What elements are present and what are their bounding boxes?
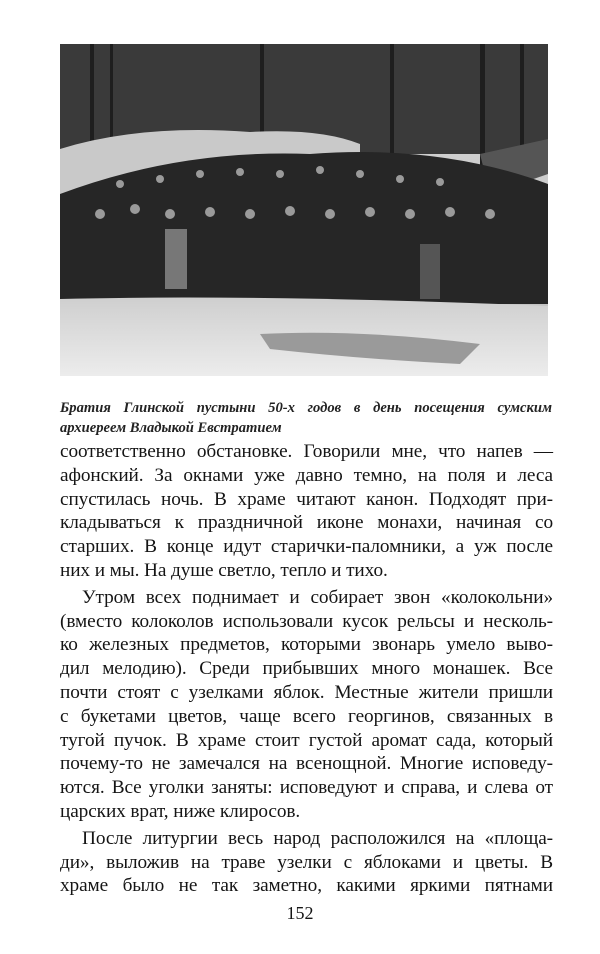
text-line: ко железных предметов, которыми звонарь умело выво- — [60, 634, 553, 656]
body-text — [60, 440, 553, 901]
group-photo-monks — [60, 44, 548, 376]
text-line: ди», выложив на траве узелки с яблоками и цветы. В — [60, 851, 553, 873]
text-line: тугой пучок. В храме стоит густой аромат сада, который — [60, 729, 553, 751]
text-line: дил мелодию). Среди прибывших много монашек. Все — [60, 658, 553, 680]
text-line: старших. В конце идут старички-паломники, а уж после — [60, 536, 553, 558]
text-line: почему-то не замечался на всенощной. Многие исповеду- — [60, 753, 553, 775]
text-line: храме было не так заметно, какими яркими пятнами — [60, 875, 553, 897]
text-line: кладываться к праздничной иконе монахи, начиная со — [60, 512, 553, 534]
text-line: Утром всех поднимает и собирает звон «колокольни» — [82, 586, 553, 608]
text-line: спустилась ночь. В храме читают канон. Подходят при- — [60, 488, 553, 510]
paragraph — [60, 827, 553, 898]
text-line: После литургии весь народ расположился на «площа- — [82, 827, 553, 849]
text-line: афонский. За окнами уже давно темно, на поля и леса — [60, 464, 553, 486]
caption-line: архиереем Владыкой Евстратием — [60, 420, 282, 436]
photo-caption — [60, 398, 552, 438]
text-line: с букетами цветов, чаще всего георгинов, связанных в — [60, 705, 553, 727]
text-line: почти стоят с узелками яблок. Местные жители пришли — [60, 681, 553, 703]
caption-line: Братия Глинской пустыни 50-х годов в день посещения сумским — [60, 400, 552, 416]
paragraph — [60, 440, 553, 583]
text-line: царских врат, ниже клиросов. — [60, 800, 301, 822]
text-line: них и мы. На душе светло, тепло и тихо. — [60, 559, 388, 581]
page-number: 152 — [286, 903, 314, 923]
text-line: соответственно обстановке. Говорили мне, что напев — — [60, 441, 553, 462]
text-line: ются. Все уголки заняты: исповедуют и справа, и слева от — [60, 777, 553, 799]
text-line: (вместо колоколов использовали кусок рельсы и несколь- — [60, 610, 553, 632]
paragraph — [60, 586, 553, 824]
